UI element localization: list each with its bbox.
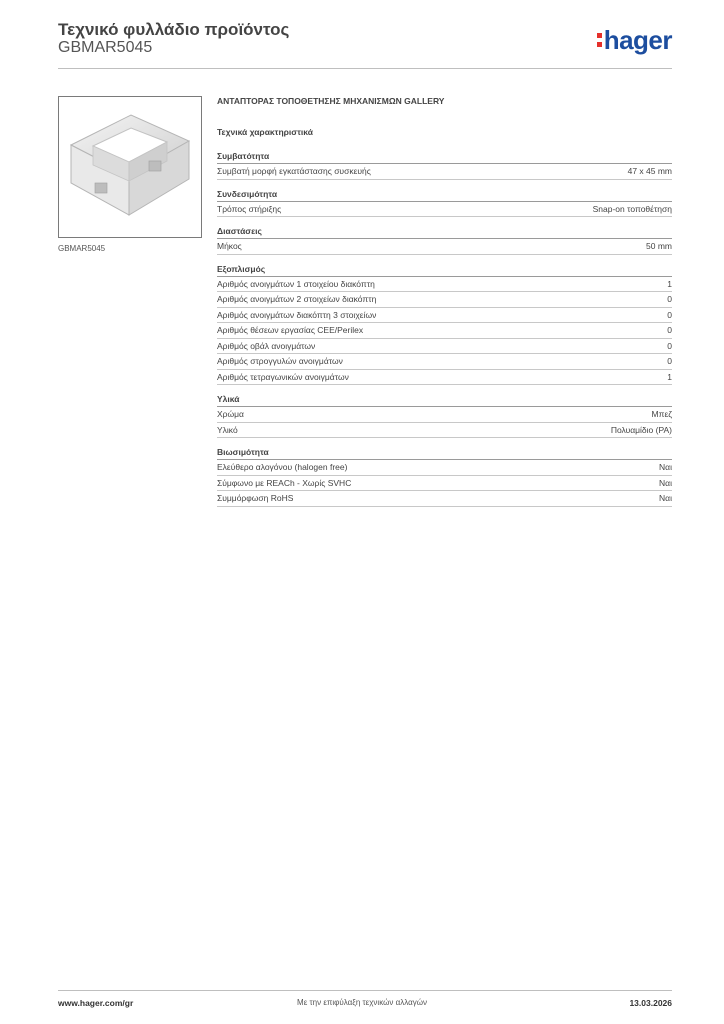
spec-section [217,447,672,507]
spec-value: Ναι [659,477,672,488]
footer-notice: Με την επιφύλαξη τεχνικών αλλαγών [297,998,427,1007]
product-photo [58,96,202,238]
spec-row [217,491,672,507]
section-title: Υλικά [217,394,672,407]
tech-heading: Τεχνικά χαρακτηριστικά [217,127,313,137]
section-title: Συμβατότητα [217,151,672,164]
spec-row [217,407,672,423]
spec-row [217,292,672,308]
spec-value: Ναι [659,462,672,472]
header-divider [58,68,672,69]
spec-row [217,277,672,293]
logo-colon-icon [597,33,602,47]
page-title: Τεχνικό φυλλάδιο προϊόντος [58,20,290,39]
spec-value: 0 [667,340,672,351]
spec-row [217,423,672,439]
spec-section [217,226,672,255]
spec-value: Μπεζ [651,409,672,419]
spec-value: 47 x 45 mm [627,166,672,176]
spec-row [217,202,672,218]
section-title: Συνδεσιμότητα [217,189,672,202]
spec-value: 1 [667,371,672,382]
spec-value: Snap-on τοποθέτηση [592,203,672,214]
spec-value: 0 [667,309,672,320]
spec-section [217,189,672,218]
photo-caption: GBMAR5045 [58,244,106,253]
spec-value: 1 [667,278,672,289]
spec-label: Τρόπος στήριξης [217,203,282,214]
spec-row [217,308,672,324]
spec-label: Αριθμός ανοιγμάτων διακόπτη 3 στοιχείων [217,309,377,320]
spec-label: Ελεύθερο αλογόνου (halogen free) [217,462,348,472]
spec-section [217,394,672,438]
product-reference-title: GBMAR5045 [58,39,153,56]
spec-row [217,164,672,180]
footer-date: 13.03.2026 [629,998,672,1008]
spec-value: 0 [667,356,672,366]
spec-row [217,476,672,492]
section-title: Βιωσιμότητα [217,447,672,460]
spec-label: Αριθμός οβάλ ανοιγμάτων [217,340,316,351]
footer-divider [58,990,672,991]
section-title: Διαστάσεις [217,226,672,239]
spec-sections [217,151,672,507]
frame-adapter-icon [59,97,201,237]
logo-wordmark: hager [603,25,672,55]
spec-label: Χρώμα [217,409,244,419]
spec-sheet [217,96,672,516]
spec-row [217,323,672,339]
spec-row [217,460,672,476]
section-title: Εξοπλισμός [217,264,672,277]
spec-label: Συμβατή μορφή εγκατάστασης συσκευής [217,166,371,176]
spec-value: 0 [667,325,672,335]
spec-label: Συμμόρφωση RoHS [217,493,294,503]
spec-value: 0 [667,294,672,304]
product-name: ΑΝΤΑΠΤΟΡΑΣ ΤΟΠΟΘΕΤΗΣΗΣ ΜΗΧΑΝΙΣΜΩΝ GALLERY [217,96,445,106]
spec-section [217,151,672,180]
spec-label: Μήκος [217,241,242,251]
spec-label: Αριθμός τετραγωνικών ανοιγμάτων [217,371,349,382]
spec-row [217,239,672,255]
spec-row [217,339,672,355]
spec-row [217,370,672,386]
spec-label: Υλικό [217,424,238,435]
spec-label: Αριθμός ανοιγμάτων 2 στοιχείων διακόπτη [217,294,377,304]
footer-website: www.hager.com/gr [58,998,134,1008]
spec-value: Ναι [659,493,672,503]
spec-label: Σύμφωνο με REACh - Χωρίς SVHC [217,477,352,488]
spec-value: 50 mm [646,241,672,251]
spec-section [217,264,672,386]
spec-value: Πολυαμίδιο (PA) [610,424,672,435]
spec-row [217,354,672,370]
spec-label: Αριθμός θέσεων εργασίας CEE/Perilex [217,325,364,335]
hager-logo [597,27,672,53]
spec-label: Αριθμός ανοιγμάτων 1 στοιχείου διακόπτη [217,278,375,289]
spec-label: Αριθμός στρογγυλών ανοιγμάτων [217,356,343,366]
